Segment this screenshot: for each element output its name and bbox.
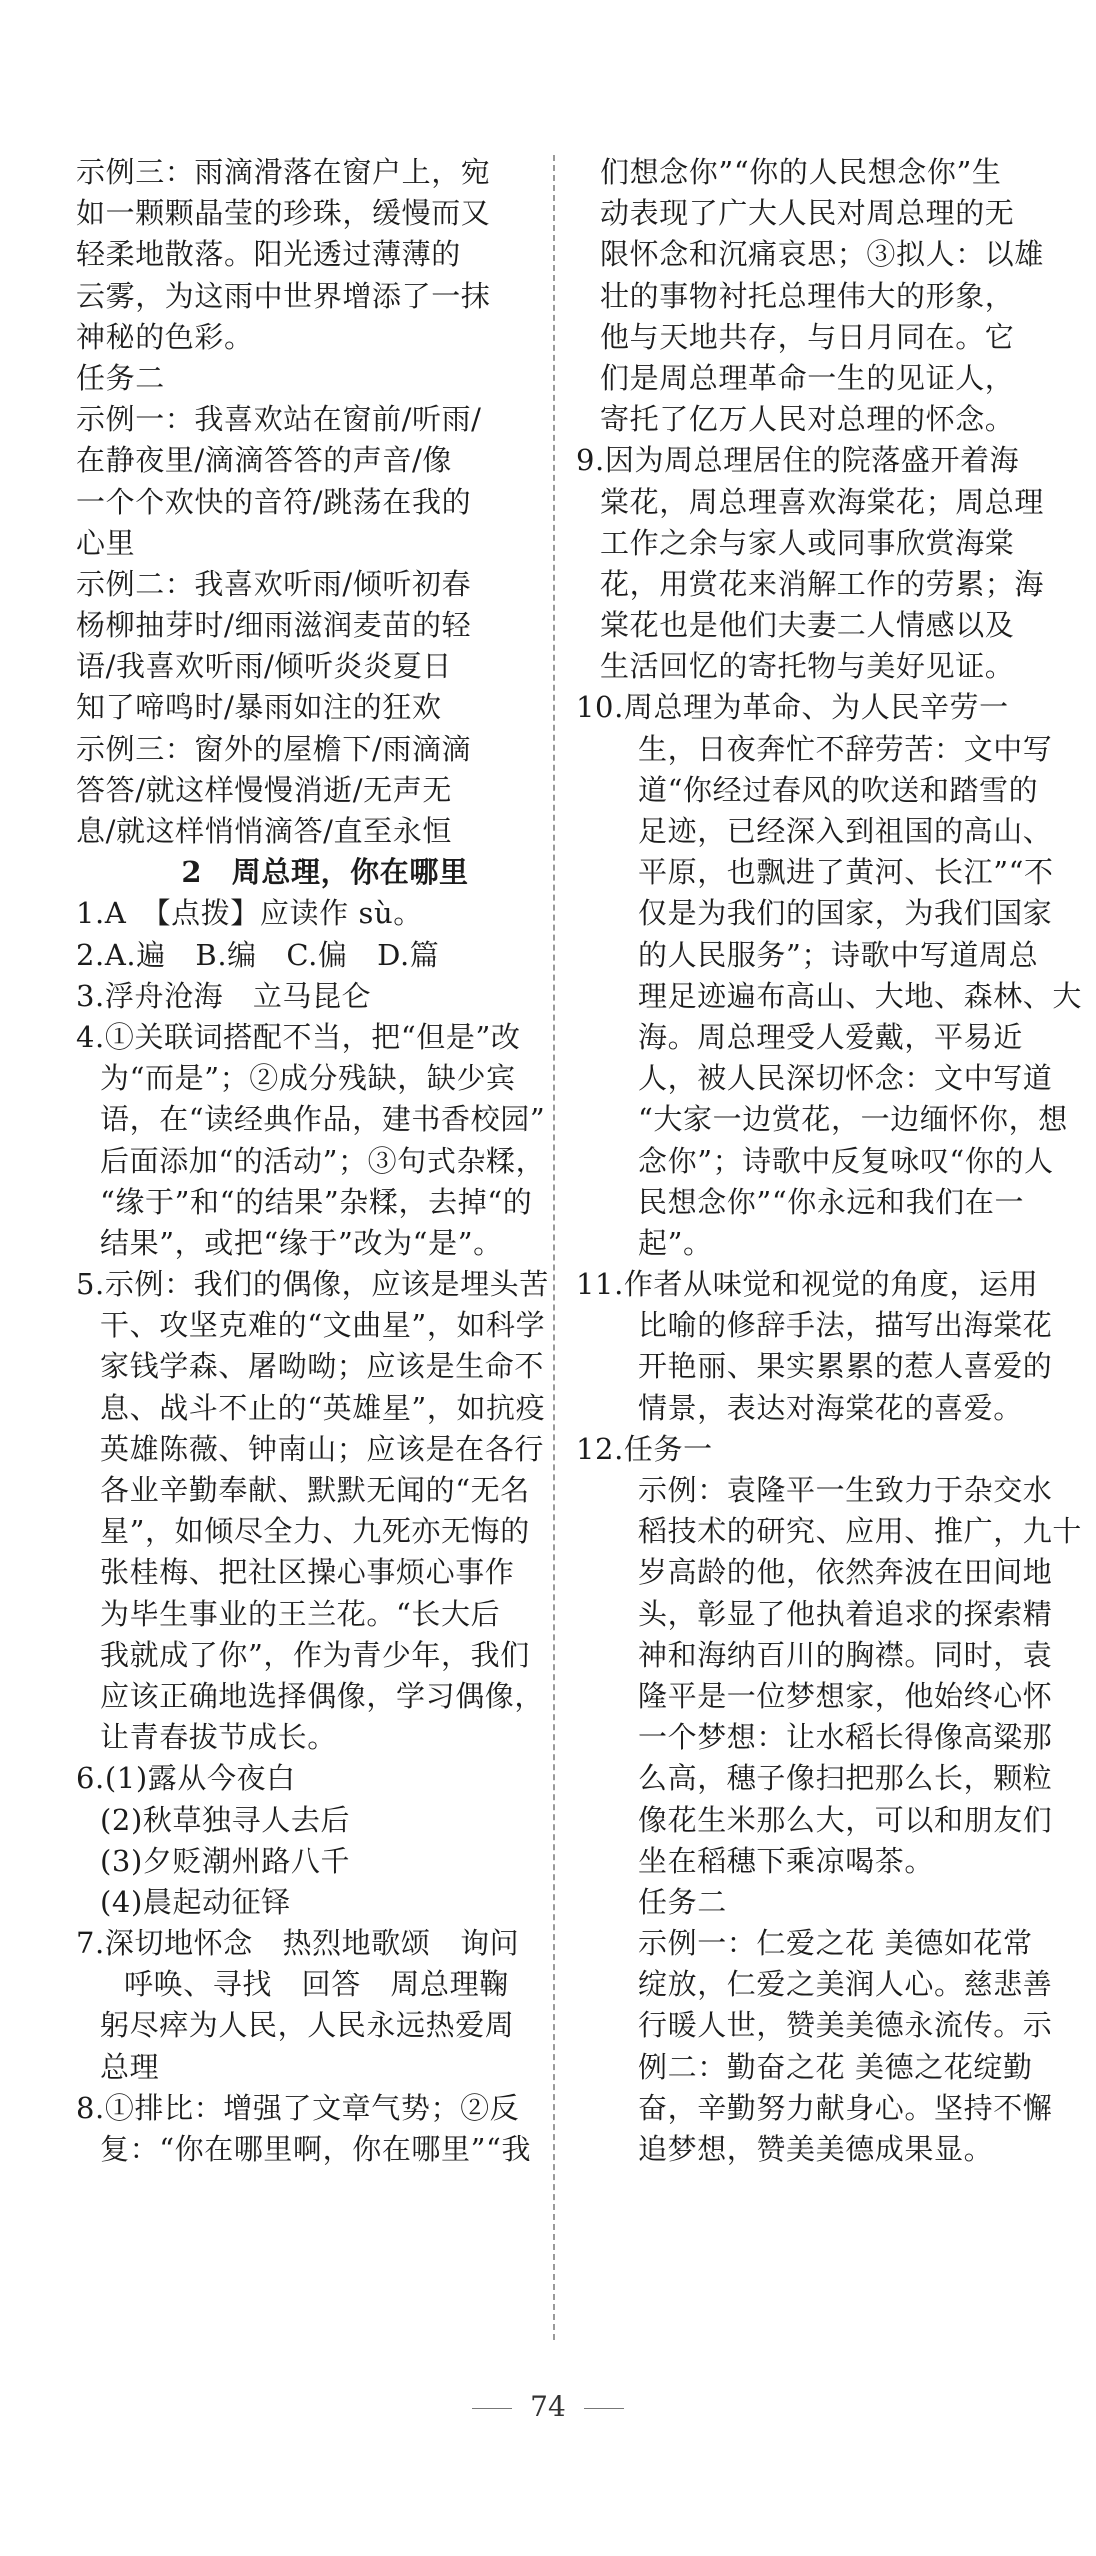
text-line: 神和海纳百川的胸襟。同时，袁 [638, 1637, 1053, 1672]
text-line: 壮的事物衬托总理伟大的形象， [600, 278, 1015, 313]
text-line: 在静夜里/滴滴答答的声音/像 [76, 443, 452, 478]
text-line: (4)晨起动征铎 [100, 1884, 291, 1919]
text-line: 让青春拔节成长。 [100, 1720, 337, 1755]
text-line: 复：“你在哪里啊，你在哪里”“我 [100, 2132, 532, 2166]
text-line: 结果”，或把“缘于”改为“是”。 [100, 1225, 503, 1260]
text-line: 他与天地共存，与日月同在。它 [600, 319, 1015, 354]
text-line: 4.①关联词搭配不当，把“但是”改 [76, 1019, 521, 1054]
text-line: 语，在“读经典作品，建书香校园” [100, 1102, 546, 1137]
text-line: 像花生米那么大，可以和朋友们 [638, 1802, 1053, 1837]
text-line: 平原，也飘进了黄河、长江”“不 [638, 855, 1054, 890]
text-line: (2)秋草独寻人去后 [100, 1802, 351, 1837]
text-line: “大家一边赏花，一边缅怀你，想 [638, 1102, 1068, 1137]
text-line: 2.A.遍 B.编 C.偏 D.篇 [76, 937, 440, 972]
text-line: 开艳丽、果实累累的惹人喜爱的 [638, 1349, 1053, 1384]
text-line: 1.A 【点拨】应读作 sù。 [76, 896, 423, 931]
footer-dash-left [472, 2408, 512, 2409]
text-line: 各业辛勤奉献、默默无闻的“无名 [100, 1473, 530, 1507]
text-line: 寄托了亿万人民对总理的怀念。 [600, 402, 1015, 437]
text-line: 一个个欢快的音符/跳荡在我的 [76, 484, 472, 519]
text-line: 3.浮舟沧海 立马昆仑 [76, 978, 372, 1013]
text-line: 绽放，仁爱之美润人心。慈悲善 [638, 1967, 1053, 2002]
text-line: 语/我喜欢听雨/倾听炎炎夏日 [76, 649, 452, 684]
text-line: 示例三：雨滴滑落在窗户上，宛 [76, 155, 491, 189]
text-line: 们是周总理革命一生的见证人， [600, 360, 1015, 395]
text-line: 生，日夜奔忙不辞劳苦：文中写 [638, 731, 1053, 766]
text-line: 星”，如倾尽全力、九死亦无悔的 [100, 1514, 530, 1549]
text-line: 追梦想，赞美美德成果显。 [638, 2132, 994, 2166]
text-line: 道“你经过春风的吹送和踏雪的 [638, 772, 1039, 807]
text-line: 的人民服务”；诗歌中写道周总 [638, 937, 1039, 972]
text-line: 10.周总理为革命、为人民辛劳一 [576, 690, 1009, 725]
text-line: 6.(1)露从今夜白 [76, 1761, 296, 1796]
text-line: 息/就这样悄悄滴答/直至永恒 [76, 814, 452, 848]
text-line: 知了啼鸣时/暴雨如注的狂欢 [76, 690, 442, 725]
page-footer [0, 2390, 1096, 2423]
text-line: 示例三：窗外的屋檐下/雨滴滴 [76, 731, 472, 766]
text-line: 一个梦想：让水稻长得像高粱那 [638, 1720, 1053, 1755]
text-line: 示例：袁隆平一生致力于杂交水 [638, 1473, 1053, 1507]
text-line: 棠花也是他们夫妻二人情感以及 [600, 608, 1015, 643]
text-line: 起”。 [638, 1225, 713, 1260]
text-line: (3)夕贬潮州路八千 [100, 1843, 351, 1878]
text-line: “缘于”和“的结果”杂糅，去掉“的 [100, 1184, 533, 1219]
text-line: 隆平是一位梦想家，他始终心怀 [638, 1678, 1053, 1713]
text-line: 后面添加“的活动”；③句式杂糅， [100, 1143, 546, 1178]
text-line: 干、攻坚克难的“文曲星”，如科学 [100, 1308, 546, 1343]
text-line: 杨柳抽芽时/细雨滋润麦苗的轻 [76, 608, 472, 643]
lesson-heading: 2 周总理，你在哪里 [181, 855, 469, 890]
text-line: 情景，表达对海棠花的喜爱。 [638, 1390, 1023, 1425]
text-line: 答答/就这样慢慢消逝/无声无 [76, 772, 452, 807]
text-line: 民想念你”“你永远和我们在一 [638, 1184, 1025, 1219]
text-line: 岁高龄的他，依然奔波在田间地 [638, 1555, 1053, 1590]
text-line: 稻技术的研究、应用、推广，九十 [638, 1514, 1083, 1549]
text-line: 任务二 [638, 1884, 727, 1919]
text-line: 张桂梅、把社区操心事烦心事作 [100, 1555, 515, 1590]
text-line: 息、战斗不止的“英雄星”，如抗疫 [100, 1390, 546, 1425]
text-line: 神秘的色彩。 [76, 319, 254, 354]
text-line: 轻柔地散落。阳光透过薄薄的 [76, 237, 461, 272]
right-column [576, 152, 1083, 2170]
text-line: 5.示例：我们的偶像，应该是埋头苦 [76, 1267, 549, 1302]
text-line: 奋，辛勤努力献身心。坚持不懈 [638, 2090, 1053, 2125]
text-line: 为毕生事业的王兰花。“长大后 [100, 1596, 501, 1631]
text-line: 英雄陈薇、钟南山；应该是在各行 [100, 1431, 545, 1466]
left-column [76, 152, 549, 2170]
text-line: 示例二：我喜欢听雨/倾听初春 [76, 566, 472, 601]
text-line: 念你”；诗歌中反复咏叹“你的人 [638, 1143, 1054, 1178]
text-line: 海。周总理受人爱戴，平易近 [638, 1019, 1023, 1054]
text-line: 理足迹遍布高山、大地、森林、大 [638, 978, 1083, 1013]
text-line: 应该正确地选择偶像，学习偶像， [100, 1678, 545, 1713]
text-line: 动表现了广大人民对周总理的无 [600, 196, 1015, 231]
text-line: 生活回忆的寄托物与美好见证。 [600, 649, 1015, 684]
text-line: 人，被人民深切怀念：文中写道 [638, 1061, 1053, 1096]
footer-dash-right [584, 2408, 624, 2409]
text-line: 9.因为周总理居住的院落盛开着海 [576, 443, 1020, 478]
text-line: 为“而是”；②成分残缺，缺少宾 [100, 1061, 516, 1096]
text-line: 们想念你”“你的人民想念你”生 [600, 155, 1002, 189]
text-line: 工作之余与家人或同事欣赏海棠 [600, 525, 1015, 560]
text-line: 7.深切地怀念 热烈地歌颂 询问 [76, 1926, 520, 1961]
text-line: 躬尽瘁为人民，人民永远热爱周 [100, 2008, 515, 2043]
text-line: 行暖人世，赞美美德永流传。示 [638, 2008, 1053, 2043]
text-line: 呼唤、寻找 回答 周总理鞠 [124, 1967, 509, 2002]
text-line: 我就成了你”，作为青少年，我们 [100, 1637, 530, 1672]
text-line: 坐在稻穗下乘凉喝茶。 [638, 1843, 935, 1878]
text-line: 限怀念和沉痛哀思；③拟人：以雄 [600, 237, 1045, 272]
text-line: 比喻的修辞手法，描写出海棠花 [638, 1308, 1053, 1343]
text-line: 总理 [100, 2049, 160, 2084]
text-line: 例二：勤奋之花 美德之花绽勤 [638, 2049, 1033, 2084]
text-line: 心里 [76, 525, 136, 560]
text-line: 仅是为我们的国家，为我们国家 [638, 896, 1053, 931]
text-line: 棠花，周总理喜欢海棠花；周总理 [600, 484, 1045, 519]
column-divider [553, 155, 555, 2340]
text-line: 任务二 [76, 360, 165, 395]
text-line: 足迹，已经深入到祖国的高山、 [638, 814, 1053, 848]
text-line: 家钱学森、屠呦呦；应该是生命不 [100, 1349, 545, 1384]
text-line: 12.任务一 [576, 1431, 713, 1466]
text-line: 头，彰显了他执着追求的探索精 [638, 1596, 1053, 1631]
text-line: 8.①排比：增强了文章气势；②反 [76, 2090, 520, 2125]
text-line: 花，用赏花来消解工作的劳累；海 [600, 566, 1045, 601]
text-line: 11.作者从味觉和视觉的角度，运用 [576, 1267, 1039, 1302]
text-line: 如一颗颗晶莹的珍珠，缓慢而又 [76, 196, 491, 231]
text-line: 示例一：仁爱之花 美德如花常 [638, 1926, 1033, 1961]
text-line: 么高，穗子像扫把那么长，颗粒 [638, 1761, 1053, 1796]
text-line: 云雾，为这雨中世界增添了一抹 [76, 278, 491, 313]
text-line: 示例一：我喜欢站在窗前/听雨/ [76, 402, 482, 437]
page-number: 74 [530, 2390, 566, 2423]
